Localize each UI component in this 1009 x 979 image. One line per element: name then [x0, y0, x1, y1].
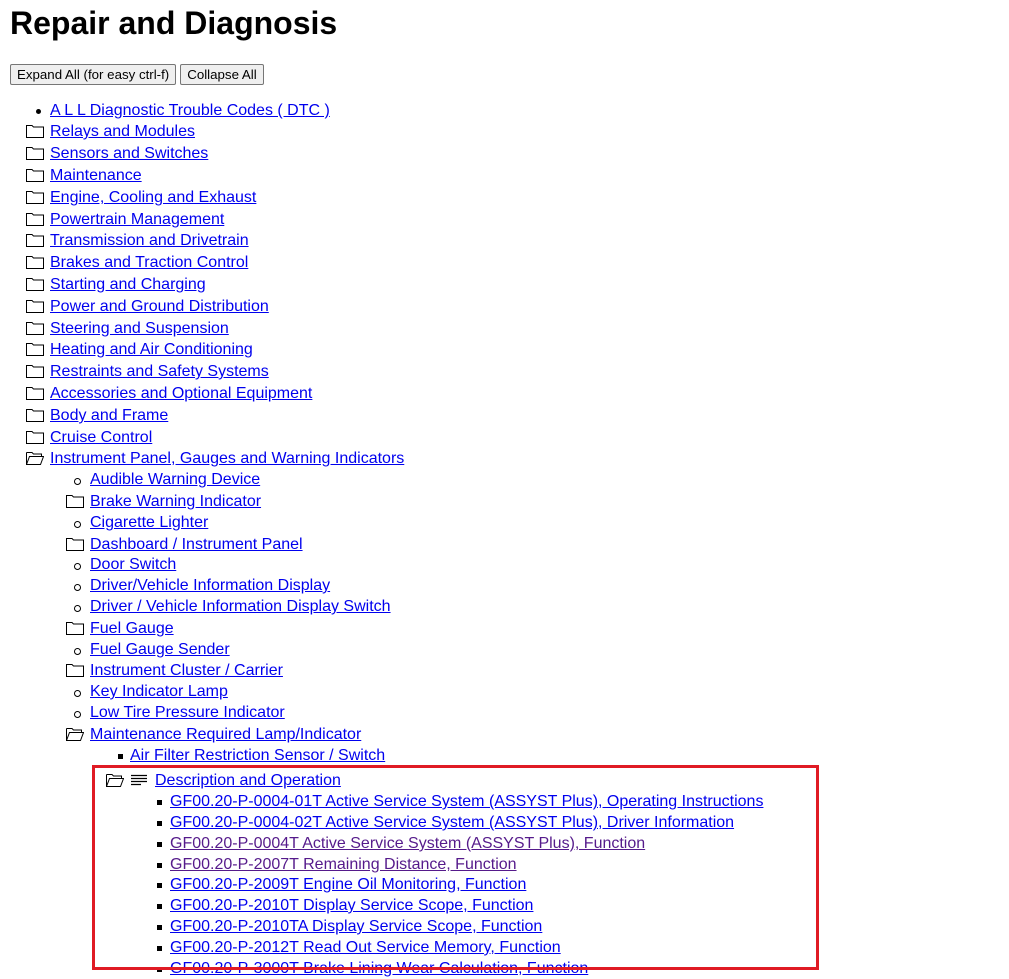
folder-open-icon[interactable]	[26, 450, 44, 464]
tree-link-gf00-20-p-2009t-engine-oil-monitoring-function[interactable]: GF00.20-P-2009T Engine Oil Monitoring, Function	[170, 876, 527, 893]
tree-link-body-and-frame[interactable]: Body and Frame	[50, 407, 169, 424]
tree-link-engine-cooling-and-exhaust[interactable]: Engine, Cooling and Exhaust	[50, 189, 257, 206]
tree-link-gf00-20-p-2007t-remaining-distance-function[interactable]: GF00.20-P-2007T Remaining Distance, Function	[170, 856, 517, 873]
tree-link-steering-and-suspension[interactable]: Steering and Suspension	[50, 320, 229, 337]
folder-closed-icon[interactable]	[66, 662, 84, 676]
tree-link-gf00-20-p-0004-01t-active-service-system-assyst-plus-operating-instructions[interactable]: GF00.20-P-0004-01T Active Service System (ASSYST Plus), Operating Instructions	[170, 793, 764, 810]
folder-closed-icon[interactable]	[26, 276, 44, 290]
toolbar	[10, 64, 264, 85]
tree-link-fuel-gauge-sender[interactable]: Fuel Gauge Sender	[90, 641, 230, 658]
highlight-box	[92, 765, 819, 970]
expand-all-button[interactable]: Expand All (for easy ctrl-f)	[10, 64, 176, 85]
tree-link-restraints-and-safety-systems[interactable]: Restraints and Safety Systems	[50, 363, 269, 380]
tree-link-cruise-control[interactable]: Cruise Control	[50, 429, 153, 446]
circle-marker	[74, 690, 81, 697]
tree-link-door-switch[interactable]: Door Switch	[90, 556, 177, 573]
tree-link-sensors-and-switches[interactable]: Sensors and Switches	[50, 145, 209, 162]
folder-closed-icon[interactable]	[66, 620, 84, 634]
tree-link-powertrain-management[interactable]: Powertrain Management	[50, 211, 225, 228]
tree-link-a-l-l-diagnostic-trouble-codes-dtc[interactable]: A L L Diagnostic Trouble Codes ( DTC )	[50, 102, 330, 119]
tree-link-power-and-ground-distribution[interactable]: Power and Ground Distribution	[50, 298, 269, 315]
folder-closed-icon[interactable]	[26, 385, 44, 399]
square-marker	[118, 754, 123, 759]
folder-open-icon[interactable]	[66, 726, 84, 740]
tree-link-starting-and-charging[interactable]: Starting and Charging	[50, 276, 206, 293]
tree-link-relays-and-modules[interactable]: Relays and Modules	[50, 123, 195, 140]
tree-link-low-tire-pressure-indicator[interactable]: Low Tire Pressure Indicator	[90, 704, 285, 721]
folder-closed-icon[interactable]	[26, 298, 44, 312]
folder-closed-icon[interactable]	[66, 493, 84, 507]
tree-link-instrument-cluster-carrier[interactable]: Instrument Cluster / Carrier	[90, 662, 283, 679]
folder-closed-icon[interactable]	[26, 429, 44, 443]
page-title: Repair and Diagnosis	[10, 5, 338, 41]
tree-link-instrument-panel-gauges-and-warning-indicators[interactable]: Instrument Panel, Gauges and Warning Indicators	[50, 450, 405, 467]
tree-link-brakes-and-traction-control[interactable]: Brakes and Traction Control	[50, 254, 249, 271]
folder-closed-icon[interactable]	[26, 211, 44, 225]
tree-link-driver-vehicle-information-display[interactable]: Driver/Vehicle Information Display	[90, 577, 331, 594]
tree-link-gf00-20-p-2012t-read-out-service-memory-function[interactable]: GF00.20-P-2012T Read Out Service Memory, Function	[170, 939, 561, 956]
tree-link-cigarette-lighter[interactable]: Cigarette Lighter	[90, 514, 209, 531]
collapse-all-button[interactable]: Collapse All	[180, 64, 263, 85]
folder-closed-icon[interactable]	[26, 341, 44, 355]
circle-marker	[74, 648, 81, 655]
tree-link-fuel-gauge[interactable]: Fuel Gauge	[90, 620, 174, 637]
tree-link-key-indicator-lamp[interactable]: Key Indicator Lamp	[90, 683, 228, 700]
tree-link-gf00-20-p-3000t-brake-lining-wear-calculation-function[interactable]: GF00.20-P-3000T Brake Lining Wear Calculation, Function	[170, 960, 589, 977]
circle-marker	[74, 711, 81, 718]
folder-closed-icon[interactable]	[26, 320, 44, 334]
tree-link-accessories-and-optional-equipment[interactable]: Accessories and Optional Equipment	[50, 385, 313, 402]
folder-closed-icon[interactable]	[26, 145, 44, 159]
tree-link-maintenance-required-lamp-indicator[interactable]: Maintenance Required Lamp/Indicator	[90, 726, 362, 743]
folder-closed-icon[interactable]	[26, 167, 44, 181]
circle-marker	[74, 584, 81, 591]
tree-link-air-filter-restriction-sensor-switch[interactable]: Air Filter Restriction Sensor / Switch	[130, 747, 386, 764]
circle-marker	[74, 478, 81, 485]
folder-closed-icon[interactable]	[26, 407, 44, 421]
bullet-marker	[36, 109, 41, 114]
circle-marker	[74, 521, 81, 528]
tree-link-audible-warning-device[interactable]: Audible Warning Device	[90, 471, 261, 488]
circle-marker	[74, 563, 81, 570]
folder-closed-icon[interactable]	[26, 189, 44, 203]
folder-closed-icon[interactable]	[26, 363, 44, 377]
tree-link-heating-and-air-conditioning[interactable]: Heating and Air Conditioning	[50, 341, 253, 358]
tree-link-gf00-20-p-2010t-display-service-scope-function[interactable]: GF00.20-P-2010T Display Service Scope, Function	[170, 897, 534, 914]
tree-link-transmission-and-drivetrain[interactable]: Transmission and Drivetrain	[50, 232, 249, 249]
folder-closed-icon[interactable]	[26, 123, 44, 137]
tree-link-description-and-operation[interactable]: Description and Operation	[155, 772, 341, 789]
folder-closed-icon[interactable]	[66, 536, 84, 550]
tree-link-maintenance[interactable]: Maintenance	[50, 167, 142, 184]
folder-closed-icon[interactable]	[26, 254, 44, 268]
tree-link-brake-warning-indicator[interactable]: Brake Warning Indicator	[90, 493, 262, 510]
circle-marker	[74, 605, 81, 612]
tree-link-gf00-20-p-2010ta-display-service-scope-function[interactable]: GF00.20-P-2010TA Display Service Scope, Function	[170, 918, 543, 935]
folder-closed-icon[interactable]	[26, 232, 44, 246]
tree-link-gf00-20-p-0004-02t-active-service-system-assyst-plus-driver-information[interactable]: GF00.20-P-0004-02T Active Service System (ASSYST Plus), Driver Information	[170, 814, 735, 831]
tree-link-driver-vehicle-information-display-switch[interactable]: Driver / Vehicle Information Display Switch	[90, 598, 391, 615]
tree-link-dashboard-instrument-panel[interactable]: Dashboard / Instrument Panel	[90, 536, 303, 553]
tree-link-gf00-20-p-0004t-active-service-system-assyst-plus-function[interactable]: GF00.20-P-0004T Active Service System (ASSYST Plus), Function	[170, 835, 646, 852]
